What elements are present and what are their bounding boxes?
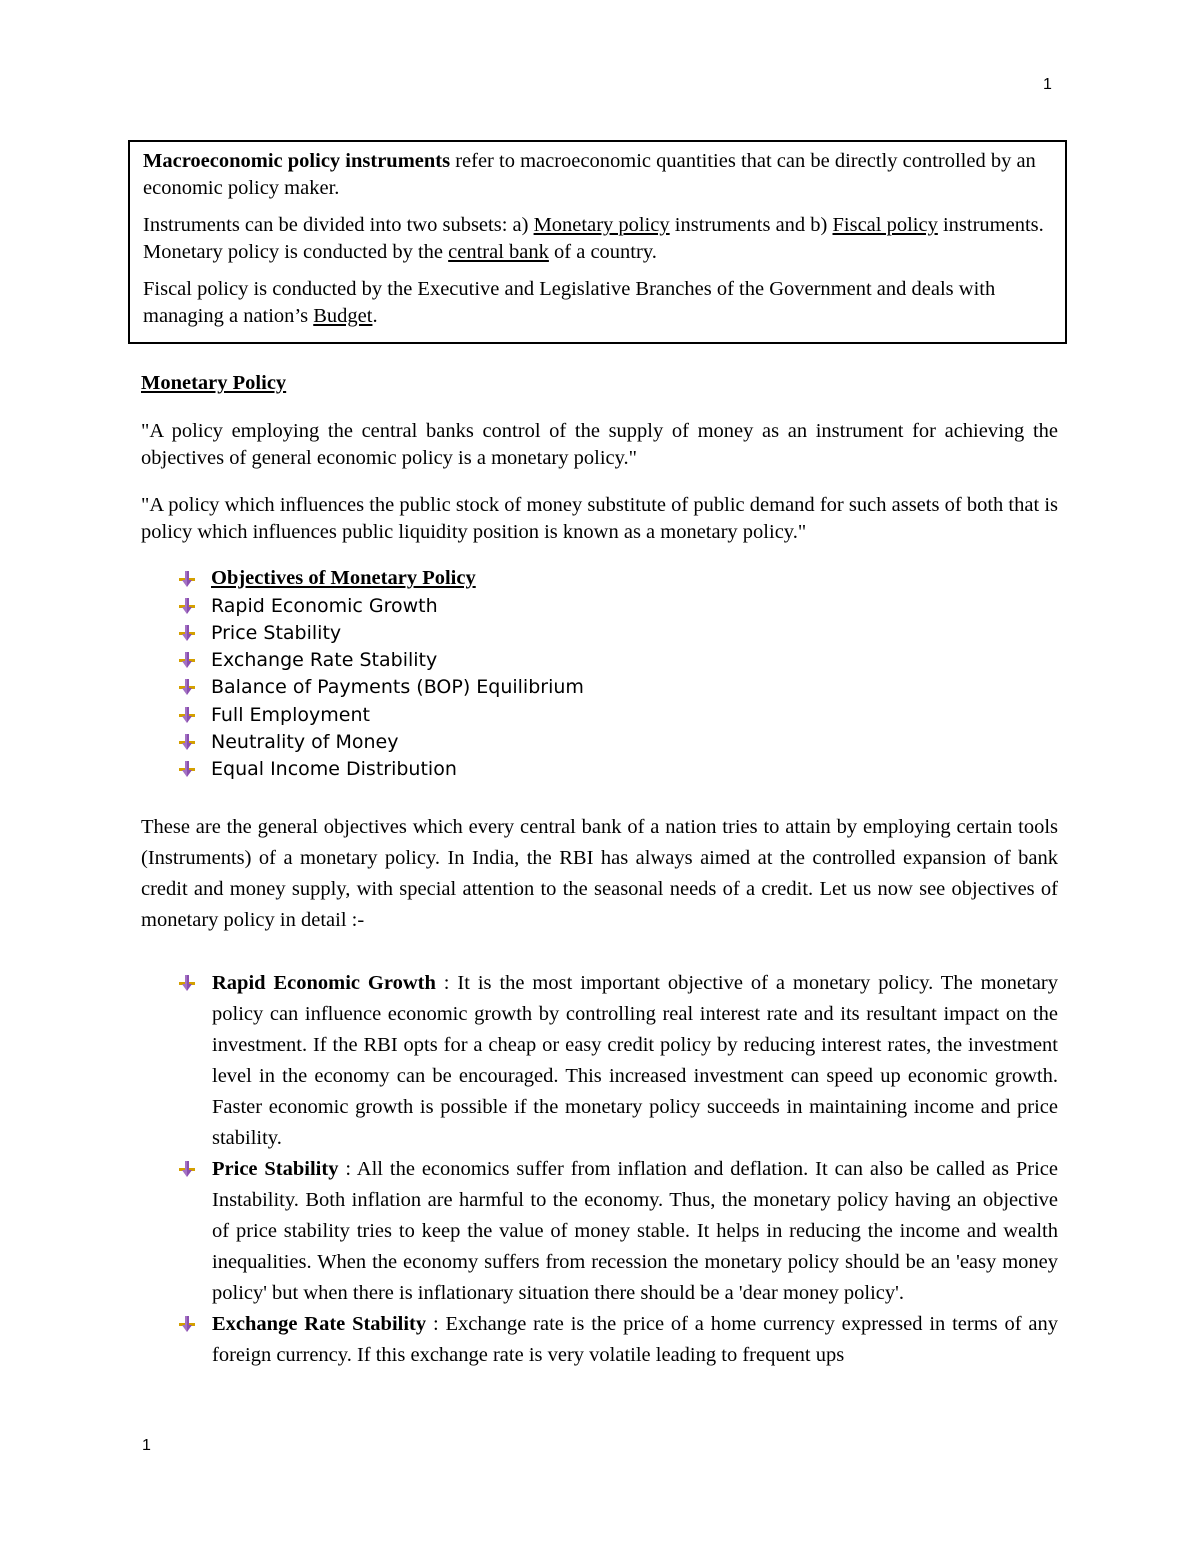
detail-text: : All the economics suffer from inflation and deflation. It can also be called as Price Instability. Both inflation are harmful to the economy. Thus, the monetary policy having an objective of price stability tries to keep the value of money stable. It helps in reducing the income and wealth inequalities. When the economy suffers from recession the monetary policy should be an 'easy money policy' but when there is inflationary situation there should be a 'dear money policy'.: [212, 1158, 1058, 1304]
detail-term: Price Stability: [212, 1158, 339, 1180]
arrow-bullet-icon: [178, 570, 196, 588]
fiscal-policy-link[interactable]: Fiscal policy: [832, 214, 938, 236]
list-item: [178, 619, 584, 646]
objective-label: Equal Income Distribution: [211, 757, 457, 780]
detail-term: Rapid Economic Growth: [212, 972, 436, 994]
definition-box: [128, 140, 1067, 344]
summary-paragraph: These are the general objectives which every central bank of a nation tries to attain by employing certain tools (Instruments) of a monetary policy. In India, the RBI has always aimed at the controlled expansion of bank credit and money supply, with special attention to the seasonal needs of a credit. Let us now see objectives of monetary policy in detail :-: [141, 816, 1058, 931]
arrow-bullet-icon: [178, 706, 196, 724]
objective-label: Balance of Payments (BOP) Equilibrium: [211, 676, 584, 699]
list-item: [178, 701, 584, 728]
page-number-top: 1: [1043, 76, 1052, 93]
definition-p2-text-a: Instruments can be divided into two subsets: a): [143, 214, 534, 236]
definition-p3-text-b: .: [372, 305, 378, 327]
detail-item: [178, 1154, 1058, 1309]
arrow-bullet-icon: [178, 678, 196, 696]
arrow-bullet-icon: [178, 651, 196, 669]
definition-p2-text-d: of a country.: [548, 241, 657, 263]
budget-link[interactable]: Budget: [313, 305, 373, 327]
detail-text: : It is the most important objective of a monetary policy. The monetary policy can influence economic growth by controlling real interest rate and its resultant impact on the investment. If the RBI opts for a cheap or easy credit policy by reducing interest rates, the investment level in the economy can be encouraged. This increased investment can speed up economic growth. Faster economic growth is possible if the monetary policy succeeds in maintaining income and price stability.: [212, 972, 1058, 1149]
detail-item: [178, 1309, 1058, 1371]
objectives-heading-item: [178, 565, 584, 592]
arrow-bullet-icon: [178, 760, 196, 778]
arrow-bullet-icon: [178, 1160, 196, 1178]
objectives-list: [178, 565, 584, 783]
arrow-bullet-icon: [178, 624, 196, 642]
monetary-policy-heading: Monetary Policy: [141, 372, 287, 394]
objectives-heading: Objectives of Monetary Policy: [211, 567, 476, 590]
list-item: [178, 592, 584, 619]
definition-p3-text-a: Fiscal policy is conducted by the Executive and Legislative Branches of the Government and deals with managing a nation’s: [143, 278, 996, 327]
list-item: [178, 728, 584, 755]
objective-label: Exchange Rate Stability: [211, 649, 438, 672]
list-item: [178, 755, 584, 782]
objective-label: Full Employment: [211, 703, 370, 726]
definition-term: Macroeconomic policy instruments: [143, 150, 451, 172]
objectives-detail-list: [178, 968, 1058, 1371]
definition-p2-text-b: instruments and b): [669, 214, 833, 236]
objective-label: Neutrality of Money: [211, 730, 399, 753]
detail-text: : Exchange rate is the price of a home currency expressed in terms of any foreign currency. If this exchange rate is very volatile leading to frequent ups: [212, 1313, 1058, 1366]
definition-p2-text-c: instruments. Monetary policy is conducted by the: [143, 214, 1044, 263]
list-item: [178, 647, 584, 674]
arrow-bullet-icon: [178, 1315, 196, 1333]
page-number-bottom: 1: [142, 1437, 151, 1454]
arrow-bullet-icon: [178, 974, 196, 992]
definition-paragraph-2: [143, 212, 1053, 266]
detail-term: Exchange Rate Stability: [212, 1313, 427, 1335]
monetary-policy-quote-1: "A policy employing the central banks control of the supply of money as an instrument for achieving the objectives of general economic policy is a monetary policy.": [141, 420, 1058, 469]
arrow-bullet-icon: [178, 733, 196, 751]
definition-paragraph-3: [143, 276, 1053, 330]
detail-item: [178, 968, 1058, 1154]
monetary-policy-quote-2: "A policy which influences the public stock of money substitute of public demand for such assets of both that is policy which influences public liquidity position is known as a monetary policy.": [141, 494, 1058, 543]
objective-label: Rapid Economic Growth: [211, 594, 438, 617]
central-bank-link[interactable]: central bank: [448, 241, 549, 263]
objective-label: Price Stability: [211, 621, 342, 644]
monetary-policy-link[interactable]: Monetary policy: [533, 214, 670, 236]
list-item: [178, 674, 584, 701]
arrow-bullet-icon: [178, 597, 196, 615]
definition-paragraph-1: [143, 148, 1053, 202]
definition-p1-text: refer to macroeconomic quantities that can be directly controlled by an economic policy maker.: [143, 150, 1036, 199]
